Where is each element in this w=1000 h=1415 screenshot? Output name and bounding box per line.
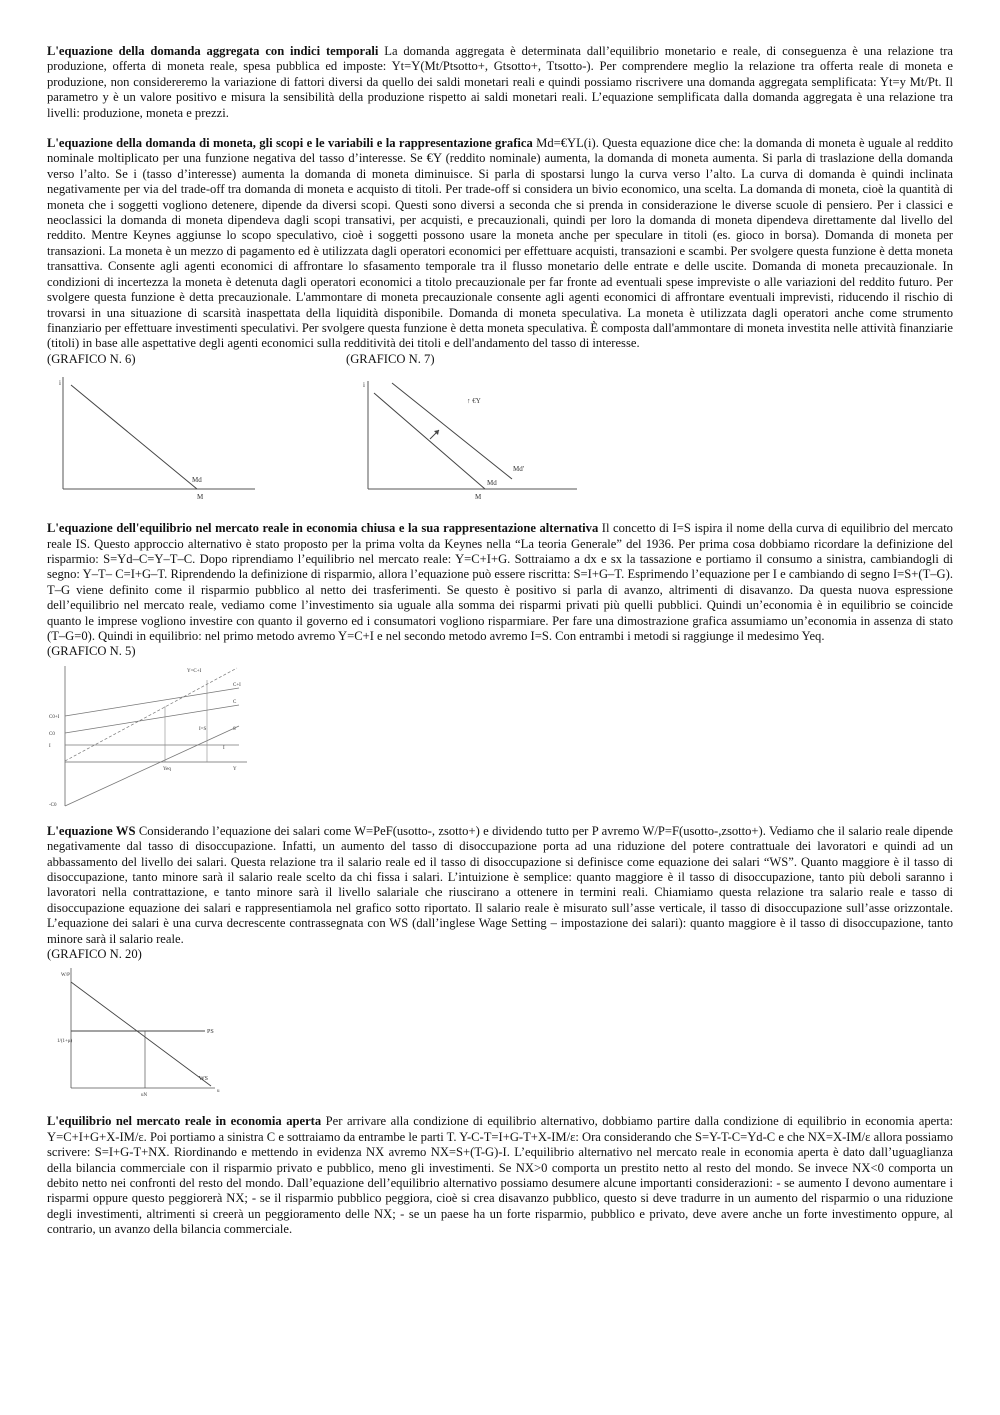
graph-5-45-line [65, 668, 237, 761]
section-heading: L'equazione dell'equilibrio nel mercato reale in economia chiusa e la sua rappresentazione alternativa [47, 521, 599, 536]
section-ws-equation [47, 824, 953, 947]
document-page [47, 44, 953, 1238]
section-open-economy [47, 1114, 953, 1237]
section-aggregate-demand [47, 44, 953, 121]
section-is-equilibrium [47, 521, 953, 644]
section-heading: L'equazione della domanda di moneta, gli scopi e le variabili e la rappresentazione grafica [47, 136, 533, 151]
graph-20-y-mark: 1/(1+μ) [57, 1039, 73, 1045]
graph-6-7-svg [47, 367, 953, 507]
graph-5-container [47, 660, 953, 808]
section-body: Considerando l’equazione dei salari come W=PeF(usotto-, zsotto+) e dividendo tutto per P avremo W/P=F(usotto-,zsotto+). Vediamo che il salario reale dipende negativamente dal tasso di disoccupazione. Infatti, un aumento del tasso di disoccupazione porta ad una riduzione del potere contrattuale dei lavoratori e quindi ad un abbassamento del livello dei salari. Questa relazione tra il salario reale ed il tasso di disoccupazione si definisce come equazione dei salari “WS”. Quanto maggiore è il tasso di disoccupazione, tanto minore sarà il salario reale scelto da chi fissa i salari. L’intuizione è semplice: quanto maggiore è il tasso di disoccupazione, tanto più deboli saranno i lavoratori nella contrattazione, e tanto minore sarà il livello salariale che riuscirano a ottenere in termini reali. Chiamiamo questa relazione tra salario reale e tasso di disoccupazione equazione dei salari e rappresentiamola nel grafico sotto riportato. Il salario reale è misurato sull’asse verticale, il tasso di disoccupazione sull’asse orizzontale. L’equazione dei salari è una curva decrescente contrassegnata con WS (dall’inglese Wage Setting – impostazione dei salari): quanto maggiore è il tasso di disoccupazione, tanto minore sarà il salario reale. [47, 823, 953, 946]
graph-20-ws-curve [71, 982, 211, 1086]
graph-20-container [47, 962, 953, 1100]
graph-7 [363, 381, 577, 501]
graph-7-md-curve [374, 393, 485, 489]
section-body: Md=€YL(i). Questa equazione dice che: la domanda di moneta è uguale al reddito nominale moltiplicato per una funzione negativa del tasso d’interesse. Se €Y (reddito nominale) aumenta, la domanda di moneta aumenta. Si parla di traslazione della domanda verso l’alto. Se i (tasso d’interesse) aumenta la domanda di moneta diminuisce. Si parla di spostarsi lungo la curva verso l’alto. La curva di domanda è quindi inclinata negativamente per via del trade-off tra domanda di moneta e acquisto di titoli. Per trade-off si considera un bivio economico, una scelta. La domanda di moneta, cioè la quantità di moneta che i soggetti vogliono detenere, dipende da diversi scopi. Questi sono diversi a seconda che si prenda in considerazione le diverse scuole di pensiero. Per i classici e neoclassici la domanda di moneta dipendeva dagli scopi transativi, per acquisti, e precauzionali, quindi per loro la domanda di moneta dipendeva direttamente dal livello del reddito. Mentre Keynes aggiunse lo scopo speculativo, cioè i soggetti possono usare la moneta anche per speculare in titoli (es. gioco in borsa). Domanda di moneta per transazioni. La moneta è un mezzo di pagamento ed è utilizzata dagli operatori economici per effettuare acquisti, transazioni e scambi. Per svolgere questa funzione è detta moneta transattiva. Consente agli agenti economici di affrontare lo sfasamento temporale tra il flusso monetario delle entrate e delle uscite. Domanda di moneta precauzionale. In condizioni di incertezza la moneta è detenuta dagli operatori economici a titolo precauzionale per far fronte ad eventuali spese impreviste o alle variazioni del reddito futuro. Per svolgere questa funzione è detta precauzionale. L'ammontare di moneta precauzionale consente agli agenti economici di affrontare eventuali imprevisti, riducendo il rischio di trovarsi in una situazione di scarsità inaspettata della liquidità disponibile. Domanda di moneta speculativa. La moneta è utilizzata dagli operatori anche come strumento finanziario per effettuare investimenti speculativi. Per svolgere questa funzione è detta moneta speculativa. È composta dall'ammontare di moneta investita nelle attività finanziarie (titoli) in base alle aspettative degli agenti economici sulla redditività dei titoli e dell'andamento del tasso di interesse. [47, 136, 953, 351]
graph-labels-row [47, 352, 953, 367]
graph-7-x-label: M [475, 493, 482, 502]
graph-7-y-label: i [363, 381, 365, 390]
graph-20-x-label: u [217, 1089, 220, 1095]
graph-5-label-ieq: I=S [199, 726, 207, 732]
graph-5-label-ci: C+I [233, 682, 241, 688]
graph-7-label: (GRAFICO N. 7) [346, 351, 435, 366]
section-heading: L'equazione della domanda aggregata con indici temporali [47, 44, 379, 58]
graph-5-label-y: Y [233, 766, 237, 772]
section-money-demand [47, 136, 953, 352]
section-heading: L'equazione WS [47, 823, 136, 838]
graph-20-x-mark: uN [141, 1093, 148, 1099]
graph-6 [59, 377, 255, 501]
graph-7-md-shifted-curve [392, 383, 512, 479]
graph-5-label-c: C [233, 699, 237, 705]
graph-5-label-i: I [223, 745, 225, 751]
graphs-6-7 [47, 367, 953, 507]
graph-5-label-i0: I [49, 743, 51, 749]
graph-6-md-curve [71, 385, 197, 489]
graph-5-ci-line [65, 688, 239, 716]
graph-20-ps-label: PS [207, 1029, 214, 1036]
graph-5-label: (GRAFICO N. 5) [47, 644, 136, 659]
graph-7-md-label: Md [487, 479, 497, 488]
graph-20-ws-label: WS [199, 1076, 208, 1083]
graph-7-shift-label: ↑ €Y [467, 397, 481, 406]
graph-6-x-label: M [197, 493, 204, 502]
graph-5-c-line [65, 705, 239, 733]
graph-5-label-neg: -C0 [49, 802, 57, 808]
graph-5-label-c0i: C0+I [49, 714, 60, 720]
section-body: Per arrivare alla condizione di equilibrio alternativo, dobbiamo partire dalla condizione di equilibrio in economia aperta: Y=C+I+G+X-IM/ε. Poi portiamo a sinistra C e sottraiamo da entrambe le parti T. Y-C-T=I+G-T+X-IM/ε: Ora considerando che S=Y-T-C=Yd-C e che NX=X-IM/ε allora possiamo scrivere: S=I+G-T+NX. Riordinando e mettendo in evidenza NX avremo NX=S+(T-G)-I. L’equilibrio alternativo nel mercato reale in economia aperta è dato dall’uguaglianza della bilancia commerciale con il risparmio privato e pubblico, meno gli investimenti. Se NX>0 comporta un prestito netto al resto del mondo. Se invece NX<0 comporta un debito netto nei confronti del resto del mondo. Dall’equazione dell’equilibrio alternativo possiamo desumere alcune importanti considerazioni: - se aumento I devono aumentare i risparmi oppure questo peggiorerà NX; - se il risparmio pubblico peggiora, cioè si crea disavanzo pubblico, questo si deve tradurre in un aumento del risparmio o una riduzione degli investimenti, altrimenti si creerà un peggioramento delle NX; - se un paese ha un forte risparmio, pubblico e privato, deve avere anche un forte investimento oppure, al contrario, un avanzo della bilancia commerciale. [47, 1114, 953, 1237]
graph-20-label: (GRAFICO N. 20) [47, 947, 142, 962]
section-body: Il concetto di I=S ispira il nome della curva di equilibrio del mercato reale IS. Questo approccio alternativo è stato proposto per la prima volta da Keynes nella “La teoria Generale” del 1936. Per prima cosa dobbiamo ricordare la definizione del risparmio: S=Yd–C=Y–T–C. Dopo riprendiamo l’equilibrio nel mercato reale: Y=C+I+G. Sottraiamo a dx e sx la tassazione e portiamo il consumo a sinistra, cambiandogli di segno: Y–T– C=I+G–T. Riprendendo la definizione di risparmio, allora l’equazione può essere riscritta: S=I+G–T. Esprimendo l’equazione per I e cambiando di segno I=S+(T–G). T–G viene definito come il risparmio pubblico al netto dei trasferimenti. Se questo è positivo si parla di avanzo, altrimenti di disavanzo. Da questa nuova espressione dell’equilibrio nel mercato reale, vediamo come l’investimento sia uguale alla somma dei risparmi privati più quelli pubblici. Quindi un’economia è in equilibrio se coincide quanto le imprese vogliono investire con quanto il governo ed i consumatori vogliono risparmiare. Per fare una dimostrazione grafica assumiamo un’economia in assenza di stato (T–G=0). Quindi in equilibrio: nel primo metodo avremo Y=C+I e nel secondo metodo avremo I=S. Con entrambi i metodi si raggiunge il medesimo Yeq. [47, 521, 953, 643]
graph-5-s-line [65, 726, 239, 806]
graph-20 [47, 962, 287, 1100]
graph-6-md-label: Md [192, 476, 202, 485]
graph-5-label-c0: C0 [49, 731, 55, 737]
graph-5 [47, 660, 287, 808]
graph-5-label-top: Y=C+I [187, 668, 202, 674]
graph-7-md2-label: Md' [513, 465, 524, 474]
graph-6-label: (GRAFICO N. 6) [47, 351, 136, 366]
graph-20-y-label: W/P [61, 973, 70, 979]
section-heading: L'equilibrio nel mercato reale in economia aperta [47, 1114, 322, 1129]
graph-5-label-yeq: Yeq [163, 766, 171, 772]
section-body: La domanda aggregata è determinata dall’equilibrio monetario e reale, di conseguenza è una relazione tra produzione, offerta di moneta reale, spesa pubblica ed imposte: Yt=Y(Mt/Ptsotto+, Gtsotto+, Ttsotto-). Per comprendere meglio la relazione tra offerta reale di moneta e produzione, non considereremo la variazione di fattori diversi da quello dei saldi monetari reali e quindi possiamo riscrivere una domanda aggregata semplificata: Yt=y Mt/Pt. Il parametro y è un valore positivo e misura la sensibilità della produzione rispetto ai saldi monetari reali. L’equazione semplificata dalla domanda aggregata è una relazione tra livelli: produzione, moneta e prezzi. [47, 44, 953, 120]
graph-6-y-label: i [59, 379, 61, 388]
graph-5-label-s: S [233, 726, 236, 732]
